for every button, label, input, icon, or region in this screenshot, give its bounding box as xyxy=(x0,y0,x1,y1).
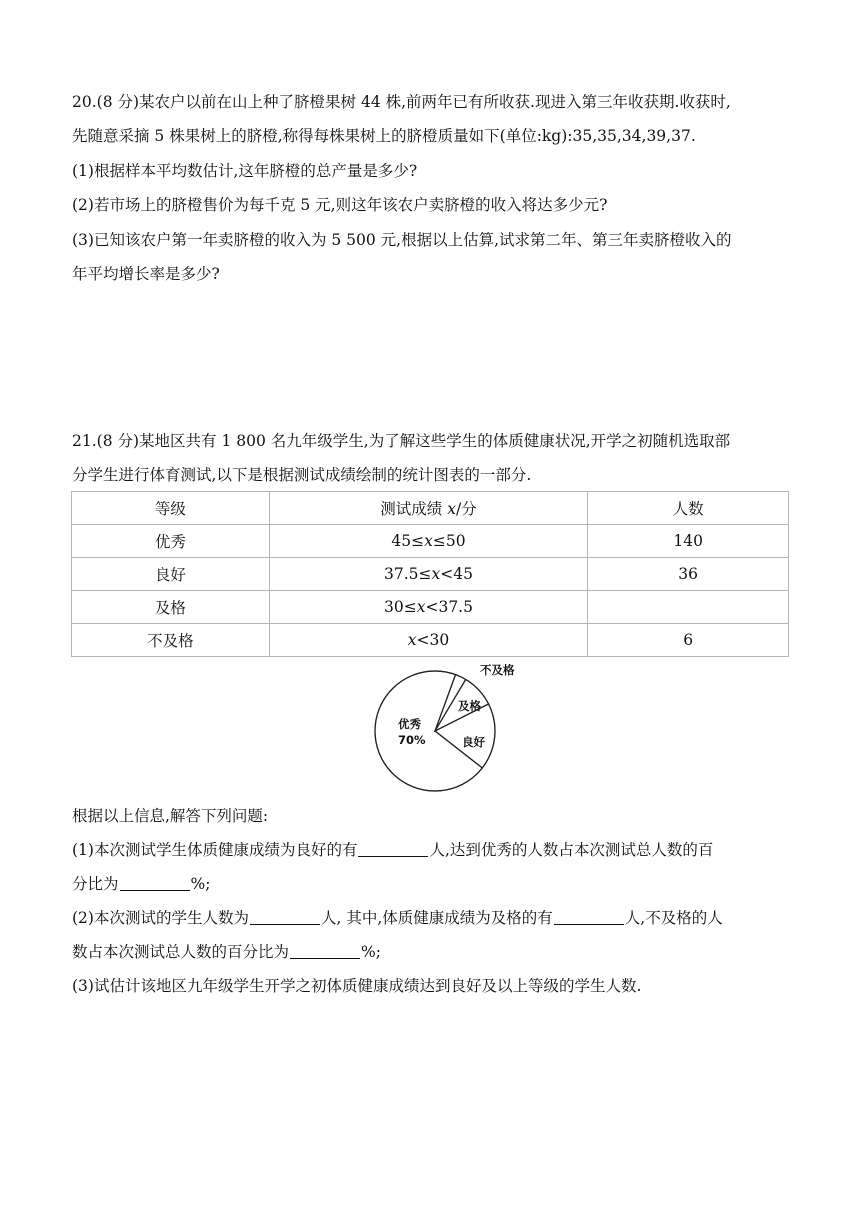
answer-blank-excellent-percent[interactable] xyxy=(120,876,190,891)
q20-part-2: (2)若市场上的脐橙售价为每千克 5 元,则这年该农户卖脐橙的收入将达多少元? xyxy=(72,196,608,214)
cell-count xyxy=(588,591,789,624)
cell-grade: 不及格 xyxy=(72,624,270,657)
cell-grade: 及格 xyxy=(72,591,270,624)
cell-grade: 良好 xyxy=(72,558,270,591)
q21-answer-2-line-1 xyxy=(72,908,723,928)
table-row xyxy=(72,558,789,591)
q21-line-1: 21.(8 分)某地区共有 1 800 名九年级学生,为了解这些学生的体质健康状况,开学之初随机选取部 xyxy=(72,432,731,450)
q20-part-3a: (3)已知该农户第一年卖脐橙的收入为 5 500 元,根据以上估算,试求第二年、第三年卖脐橙收入的 xyxy=(72,231,732,249)
cell-count: 36 xyxy=(588,558,789,591)
answer-blank-good-count[interactable] xyxy=(358,842,428,857)
table-header-row xyxy=(72,492,789,525)
answer-1-text-d: %; xyxy=(190,875,211,893)
header-count: 人数 xyxy=(588,492,789,525)
answer-blank-fail-percent[interactable] xyxy=(290,944,360,959)
answer-blank-pass-count[interactable] xyxy=(554,910,624,925)
q20-part-3b: 年平均增长率是多少? xyxy=(72,265,220,283)
slice-pass-label: 及格 xyxy=(458,699,481,713)
q21-answer-1-line-2 xyxy=(72,874,210,894)
slice-fail-label: 不及格 xyxy=(480,664,515,677)
table-row xyxy=(72,591,789,624)
cell-count: 140 xyxy=(588,525,789,558)
q21-intro: 根据以上信息,解答下列问题: xyxy=(72,807,269,825)
q21-answer-2-line-2 xyxy=(72,942,381,962)
q20-part-1: (1)根据样本平均数估计,这年脐橙的总产量是多少? xyxy=(72,162,418,180)
slice-good-label: 良好 xyxy=(462,735,485,749)
q20-line-2: 先随意采摘 5 株果树上的脐橙,称得每株果树上的脐橙质量如下(单位:kg):35,35,34,39,37. xyxy=(72,127,696,145)
grade-table xyxy=(71,491,789,657)
header-score: 测试成绩 x/分 xyxy=(269,492,588,525)
pie-chart xyxy=(370,664,530,792)
answer-2-text-b: 人, 其中,体质健康成绩为及格的有 xyxy=(320,909,553,927)
cell-count: 6 xyxy=(588,624,789,657)
slice-excellent-percent: 70% xyxy=(398,733,426,747)
table-row xyxy=(72,525,789,558)
cell-range: x<30 xyxy=(269,624,588,657)
cell-range: 30≤x<37.5 xyxy=(269,591,588,624)
answer-1-text-c: 分比为 xyxy=(72,875,119,893)
q21-line-2: 分学生进行体育测试,以下是根据测试成绩绘制的统计图表的一部分. xyxy=(72,466,532,484)
answer-1-text-a: (1)本次测试学生体质健康成绩为良好的有 xyxy=(72,841,358,859)
cell-range: 37.5≤x<45 xyxy=(269,558,588,591)
q21-answer-1-line-1 xyxy=(72,840,713,860)
answer-2-text-a: (2)本次测试的学生人数为 xyxy=(72,909,249,927)
q20-line-1: 20.(8 分)某农户以前在山上种了脐橙果树 44 株,前两年已有所收获.现进入第三年收获期.收获时, xyxy=(72,93,731,111)
answer-blank-total[interactable] xyxy=(250,910,320,925)
cell-range: 45≤x≤50 xyxy=(269,525,588,558)
q21-answer-3: (3)试估计该地区九年级学生开学之初体质健康成绩达到良好及以上等级的学生人数. xyxy=(72,977,642,995)
answer-2-text-d: 数占本次测试总人数的百分比为 xyxy=(72,943,290,961)
header-grade: 等级 xyxy=(72,492,270,525)
table-row xyxy=(72,624,789,657)
slice-excellent-label: 优秀 xyxy=(398,717,421,731)
answer-2-text-c: 人,不及格的人 xyxy=(624,909,723,927)
answer-1-text-b: 人,达到优秀的人数占本次测试总人数的百 xyxy=(429,841,714,859)
answer-2-text-e: %; xyxy=(361,943,381,961)
cell-grade: 优秀 xyxy=(72,525,270,558)
